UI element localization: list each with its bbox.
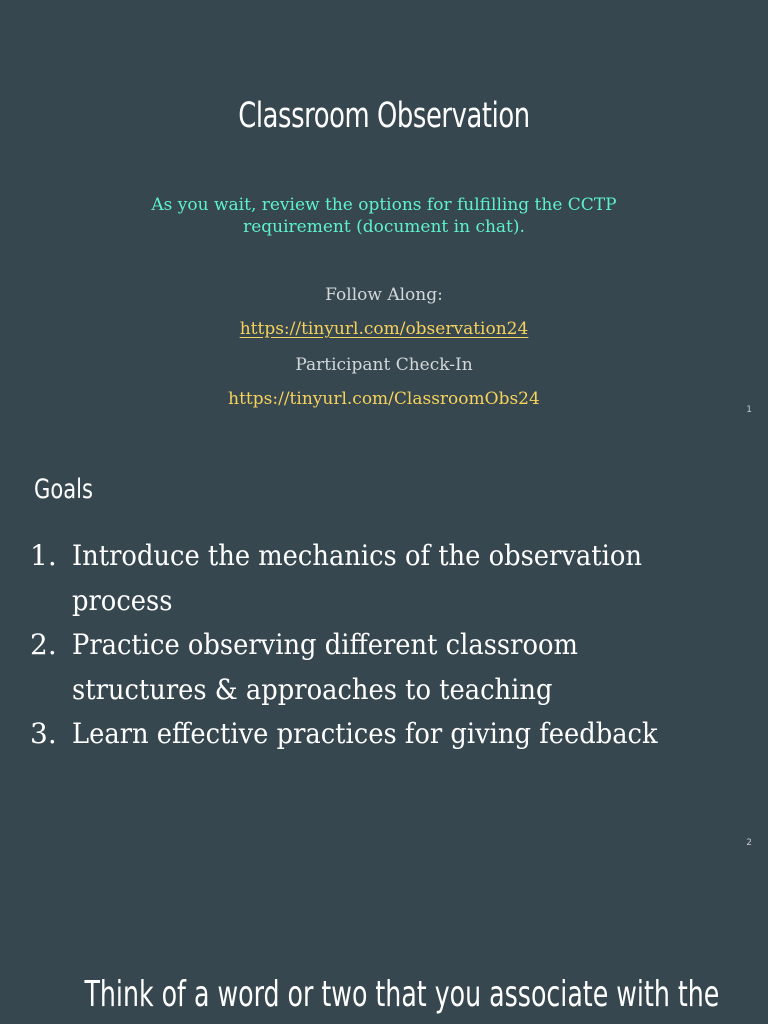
goal-number: 3.	[30, 717, 57, 750]
slide-number: 1	[746, 405, 752, 415]
slide-title: Classroom Observation	[238, 96, 530, 136]
follow-along-link-row	[0, 319, 768, 339]
check-in-link[interactable]: https://tinyurl.com/ClassroomObs24	[228, 389, 540, 409]
slide-subtitle: As you wait, review the options for fulfilling the CCTP requirement (document in chat).	[151, 195, 617, 237]
follow-along-label: Follow Along:	[325, 285, 443, 305]
goal-number: 2.	[30, 628, 57, 661]
slide-number: 2	[746, 838, 752, 848]
slide-title: Think of a word or two that you associate with the	[84, 974, 720, 1015]
goal-number: 1.	[30, 539, 57, 572]
goals-heading: Goals	[34, 474, 93, 505]
check-in-label: Participant Check-In	[295, 355, 473, 375]
goals-list	[30, 534, 745, 757]
goal-item	[30, 712, 745, 757]
slide-3	[0, 864, 768, 1024]
goal-item	[30, 623, 745, 712]
slide-2	[0, 432, 768, 864]
goal-text: Learn effective practices for giving feedback	[72, 717, 658, 750]
goal-text: Practice observing different classroom structures & approaches to teaching	[72, 628, 578, 706]
follow-along-link[interactable]: https://tinyurl.com/observation24	[239, 319, 529, 339]
goal-text: Introduce the mechanics of the observation process	[72, 539, 642, 617]
goal-item	[30, 534, 745, 623]
slide-1	[0, 0, 768, 432]
check-in-link-row	[0, 389, 768, 409]
